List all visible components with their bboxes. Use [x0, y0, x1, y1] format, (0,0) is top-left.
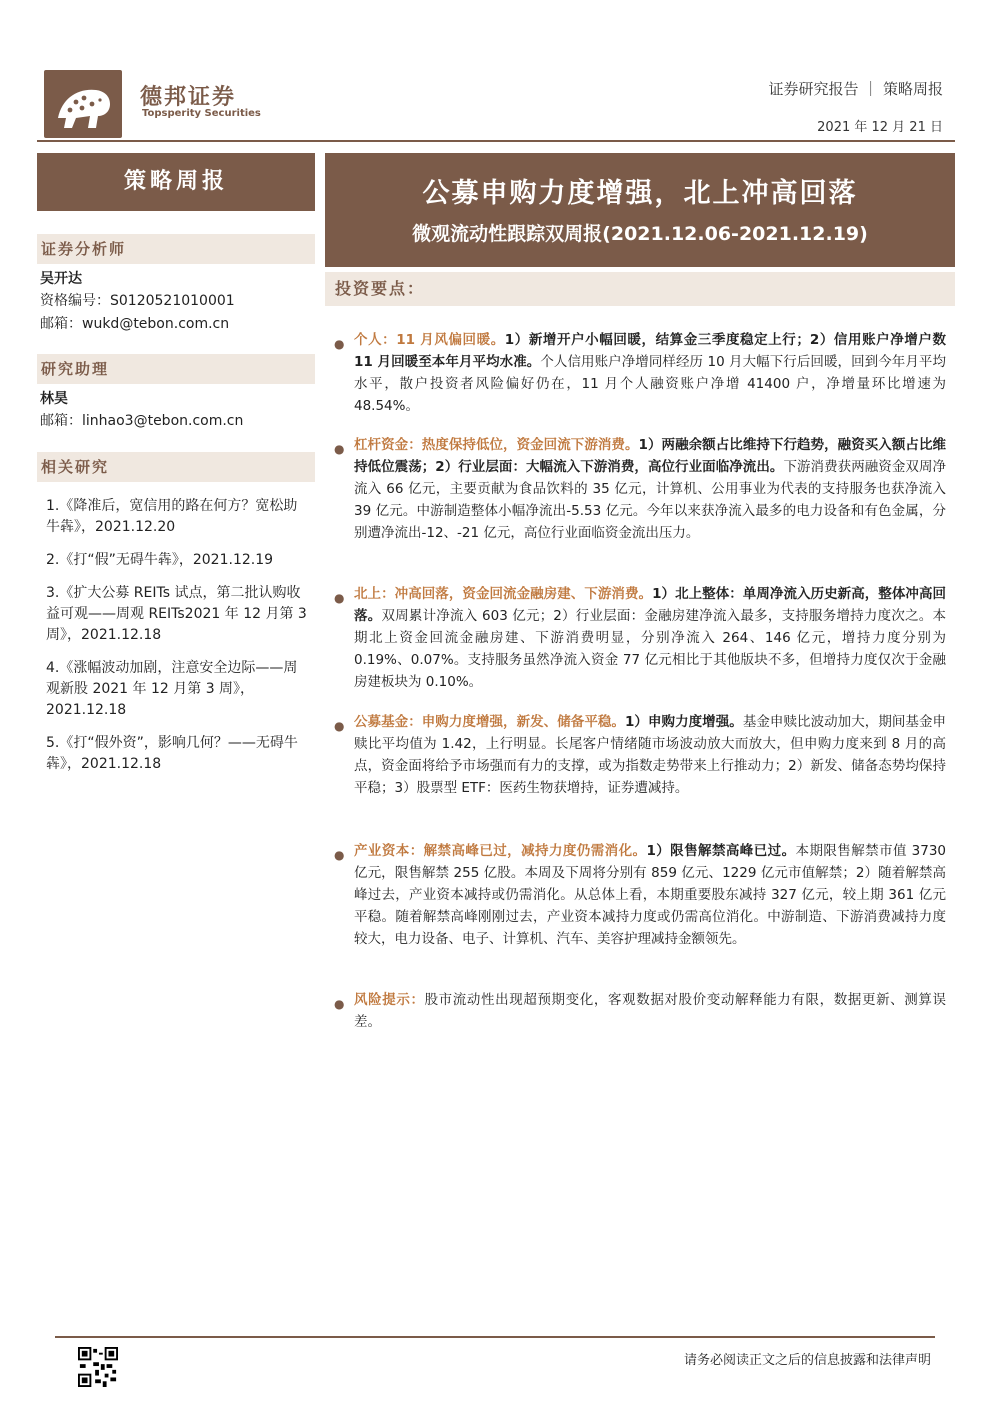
bullet-icon: ●	[334, 848, 345, 862]
bullet-risk	[334, 989, 946, 1033]
disclosure-note: 请务必阅读正文之后的信息披露和法律声明	[683, 1353, 931, 1368]
analyst-email[interactable]: 邮箱：wukd@tebon.com.cn	[40, 316, 230, 332]
bullet-bold: 1）北上整体：单周净流入历史新高，整体冲高回落。	[354, 586, 946, 624]
bullet-leverage	[334, 434, 946, 544]
bullet-industrial-capital	[334, 840, 946, 950]
bullet-bold: 1）限售解禁高峰已过。	[646, 843, 796, 859]
bullet-individual	[334, 329, 946, 417]
bullet-body: 双周累计净流入 603 亿元；2）行业层面：金融房建净流入最多，支持服务增持力度次之。本期北上资金回流金融房建、下游消费明显，分别净流入 264、146 亿元，增持力度分别为 0.19%、0.07%。支持服务虽然净流入资金 77 亿元相比于其他版块不多，但增持力度仅次于金融房建板块为 0.10%。	[354, 608, 946, 690]
report-subtitle: 微观流动性跟踪双周报(2021.12.06-2021.12.19)	[412, 223, 868, 245]
analyst-name: 吴开达	[40, 271, 82, 287]
bullet-bold: 1）申购力度增强。	[624, 714, 743, 730]
report-category-banner: 策略周报	[37, 153, 315, 211]
bullet-icon: ●	[334, 591, 345, 605]
cheetah-logo-icon	[52, 78, 114, 132]
bullet-bold: 1）两融余额占比维持下行趋势，融资买入额占比维持低位震荡；2）行业层面：大幅流入下游消费，高位行业面临净流出。	[354, 437, 946, 475]
analyst-section-heading: 证券分析师	[37, 234, 315, 264]
bullet-icon: ●	[334, 337, 345, 351]
assistant-email[interactable]: 邮箱：linhao3@tebon.com.cn	[40, 413, 244, 429]
bullet-body: 基金申赎比波动加大，期间基金申赎比平均值为 1.42，上行明显。长尾客户情绪随市场波动放大而放大，但申购力度来到 8 月的高点，资金面将给予市场强而有力的支撑，或为指数走势带来上行推动力；2）新发、储备态势均保持平稳；3）股票型 ETF：医药生物获增持，证券遭减持。	[354, 714, 947, 796]
bullet-body: 股市流动性出现超预期变化，客观数据对股价变动解释能力有限，数据更新、测算误差。	[354, 992, 947, 1030]
bullet-northbound	[334, 583, 946, 693]
bullet-body: 个人信用账户净增同样经历 10 月大幅下行后回暖，回到今年月平均水平，散户投资者风险偏好仍在，11 月个人融资账户净增 41400 户，净增量环比增速为 48.54%。	[354, 354, 946, 414]
bullet-body: 本期限售解禁市值 3730 亿元，限售解禁 255 亿股。本周及下周将分别有 859 亿元、1229 亿元市值解禁；2）随着解禁高峰过去，产业资本减持或仍需消化。从总体上看，本期重要股东减持 327 亿元，较上期 361 亿元平稳。随着解禁高峰刚刚过去，产业资本减持力度或仍需高位消化。中游制造、下游消费减持力度较大，电力设备、电子、计算机、汽车、美容护理减持金额领先。	[354, 843, 946, 947]
bullet-public-funds	[334, 711, 946, 799]
bullet-lead: 北上：冲高回落，资金回流金融房建、下游消费。	[354, 586, 653, 602]
report-title-banner	[325, 153, 955, 267]
header-divider	[37, 140, 955, 142]
logo-mark	[44, 70, 122, 138]
related-research-item[interactable]: 5.《打“假外资”，影响几何？——无碍牛犇》，2021.12.18	[46, 735, 298, 772]
bullet-icon: ●	[334, 719, 345, 733]
key-points-heading: 投资要点：	[325, 272, 955, 306]
related-research-list	[46, 496, 308, 787]
related-research-item[interactable]: 1.《降准后，宽信用的路在何方？宽松助牛犇》，2021.12.20	[46, 498, 298, 535]
bullet-lead: 公募基金：申购力度增强，新发、储备平稳。	[354, 714, 625, 730]
related-research-item[interactable]: 2.《打“假”无碍牛犇》，2021.12.19	[46, 552, 274, 568]
related-research-item[interactable]: 4.《涨幅波动加剧，注意安全边际——周观新股 2021 年 12 月第 3 周》，2021.12.18	[46, 660, 298, 718]
company-name-en: Topsperity Securities	[142, 108, 261, 119]
report-title: 公募申购力度增强，北上冲高回落	[422, 178, 858, 209]
bullet-lead: 风险提示：	[354, 992, 425, 1008]
footer-divider	[55, 1336, 935, 1338]
analyst-certificate: 资格编号：S0120521010001	[40, 293, 235, 309]
assistant-name: 林昊	[40, 391, 68, 407]
bullet-icon: ●	[334, 442, 345, 456]
company-name-cn: 德邦证券	[140, 85, 237, 110]
related-research-heading: 相关研究	[37, 452, 315, 482]
qr-code-icon[interactable]	[78, 1347, 118, 1387]
assistant-section-heading: 研究助理	[37, 354, 315, 384]
bullet-lead: 杠杆资金：热度保持低位，资金回流下游消费。	[354, 437, 639, 453]
bullet-bold: 1）新增开户小幅回暖，结算金三季度稳定上行；2）信用账户净增户数 11 月回暖至本年月平均水准。	[354, 332, 946, 370]
bullet-icon: ●	[334, 997, 345, 1011]
related-research-item[interactable]: 3.《扩大公募 REITs 试点，第二批认购收益可观——周观 REITs2021 年 12 月第 3 周》，2021.12.18	[46, 585, 307, 643]
document-type: 证券研究报告 ｜ 策略周报	[768, 80, 943, 98]
bullet-body: 下游消费获两融资金双周净流入 66 亿元，主要贡献为食品饮料的 35 亿元，计算机、公用事业为代表的支持服务也获净流入 39 亿元。中游制造整体小幅净流出-5.53 亿元。今年以来获净流入最多的电力设备和有色金属，分别遭净流出-12、-21 亿元，高位行业面临资金流出压力。	[354, 459, 947, 541]
bullet-lead: 产业资本：解禁高峰已过，减持力度仍需消化。	[354, 843, 647, 859]
report-date: 2021 年 12 月 21 日	[817, 120, 943, 135]
bullet-lead: 个人：11 月风偏回暖。	[354, 332, 505, 348]
